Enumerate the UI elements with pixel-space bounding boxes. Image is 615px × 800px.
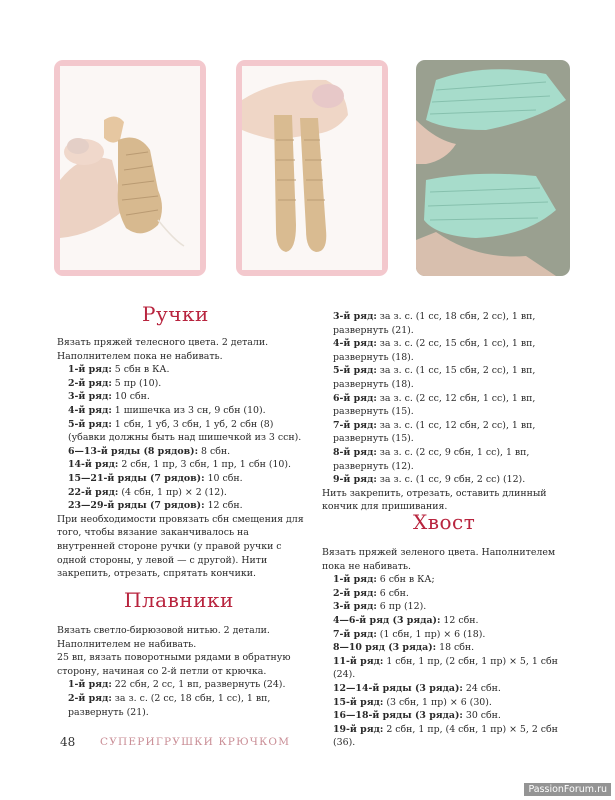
row-label: 14-й ряд: — [68, 459, 119, 471]
pattern-row — [322, 655, 574, 682]
row-text: за з. с. (2 сс, 15 сбн, 1 сс), 1 вп, развернуть (18). — [333, 338, 536, 363]
pattern-row — [57, 363, 304, 377]
pattern-row — [322, 310, 574, 337]
row-text: за з. с. (2 сс, 12 сбн, 1 сс), 1 вп, развернуть (15). — [333, 392, 536, 418]
rows-list — [322, 573, 574, 750]
right-column-2 — [322, 546, 574, 750]
row-text: 30 сбн. — [462, 710, 501, 722]
row-text: 1 сбн, 1 пр, (2 сбн, 1 пр) × 5, 1 сбн (24). — [333, 655, 558, 681]
row-label: 1-й ряд: — [333, 574, 377, 586]
pattern-row — [322, 419, 574, 446]
row-label: 22-й ряд: — [68, 486, 119, 498]
row-text: 12 сбн. — [440, 614, 479, 626]
pattern-row — [322, 600, 574, 614]
row-text: 6 пр (12). — [376, 601, 427, 613]
row-text: 5 пр (10). — [111, 377, 162, 389]
row-label: 6-й ряд: — [333, 392, 377, 404]
pattern-row — [322, 614, 574, 628]
row-text: 6 сбн. — [376, 587, 409, 599]
photo-fins-mint — [416, 60, 570, 276]
intro-text: Вязать пряжей зеленого цвета. Наполнителем пока не набивать. — [322, 547, 556, 572]
pattern-row — [322, 364, 574, 391]
pattern-row — [57, 404, 304, 418]
pattern-row — [57, 445, 304, 459]
page-number: 48 — [60, 735, 76, 749]
row-label: 23—29-й ряды (7 рядов): — [68, 500, 205, 512]
pattern-row — [322, 723, 574, 750]
pattern-row — [322, 628, 574, 642]
row-text: (1 сбн, 1 пр) × 6 (18). — [376, 628, 486, 640]
pattern-row — [322, 587, 574, 601]
pattern-row — [57, 678, 304, 692]
pattern-row — [322, 696, 574, 710]
magazine-title: СУПЕРИГРУШКИ КРЮЧКОМ — [100, 736, 291, 748]
pattern-row — [322, 682, 574, 696]
row-text: 10 сбн. — [111, 391, 150, 403]
row-label: 5-й ряд: — [68, 418, 112, 430]
row-text: 24 сбн. — [462, 682, 501, 694]
row-text: 6 сбн в КА; — [376, 574, 435, 586]
row-label: 15—21-й ряды (7 рядов): — [68, 472, 205, 484]
row-label: 9-й ряд: — [333, 474, 377, 486]
row-label: 2-й ряд: — [68, 377, 112, 389]
row-text: (3 сбн, 1 пр) × 6 (30). — [383, 696, 492, 708]
row-text: 1 сбн, 1 уб, 3 сбн, 1 уб, 2 сбн (8) (убавки должны быть над шишечкой из 3 ссн). — [68, 418, 302, 444]
row-label: 3-й ряд: — [333, 601, 377, 613]
pattern-row — [57, 458, 304, 472]
row-text: за з. с. (2 сс, 9 сбн, 1 сс), 1 вп, развернуть (12). — [333, 446, 530, 472]
row-label: 5-й ряд: — [333, 365, 377, 377]
row-text: за з. с. (1 сс, 12 сбн, 2 сс), 1 вп, развернуть (15). — [333, 419, 536, 445]
pattern-row — [57, 486, 304, 500]
outro-text: При необходимости провязать сбн смещения для того, чтобы вязание заканчивалось на внутренней стороне ручки (у правой ручки с одной стороны, у левой — с другой). Нити закрепить, отрезать, спрятать кончики. — [57, 513, 304, 580]
row-text: 10 сбн. — [204, 472, 243, 484]
row-text: за з. с. (1 сс, 18 сбн, 2 сс), 1 вп, развернуть (21). — [333, 311, 536, 336]
rows-list — [322, 310, 574, 487]
left-column — [57, 336, 304, 581]
pattern-row — [322, 573, 574, 587]
intro-text: Вязать светло-бирюзовой нитью. 2 детали. Наполнителем не набивать. — [57, 625, 270, 650]
pattern-row — [322, 337, 574, 364]
pattern-row — [322, 392, 574, 419]
pattern-row — [57, 472, 304, 486]
heading-ruchki: Ручки — [142, 302, 209, 326]
pattern-row — [57, 418, 304, 445]
row-label: 4—6-й ряд (3 ряда): — [333, 614, 441, 626]
row-label: 2-й ряд: — [68, 692, 112, 704]
row-label: 19-й ряд: — [333, 723, 384, 735]
right-column — [322, 310, 574, 514]
row-text: 2 сбн, 1 пр, 3 сбн, 1 пр, 1 сбн (10). — [118, 459, 292, 471]
row-text: 18 сбн. — [436, 642, 475, 654]
row-text: (4 сбн, 1 пр) × 2 (12). — [118, 486, 227, 498]
pattern-row — [57, 390, 304, 404]
heading-plavniki: Плавники — [124, 588, 234, 612]
watermark: PassionForum.ru — [524, 783, 611, 796]
pattern-row — [322, 641, 574, 655]
row-label: 6—13-й ряды (8 рядов): — [68, 445, 199, 457]
heading-khvost: Хвост — [413, 510, 476, 534]
row-text: за з. с. (1 сс, 9 сбн, 2 сс) (12). — [376, 474, 526, 486]
pattern-row — [322, 709, 574, 723]
para-text: 25 вп, вязать поворотными рядами в обратную сторону, начиная со 2-й петли от крючка. — [57, 652, 291, 677]
row-label: 8—10 ряд (3 ряда): — [333, 642, 437, 654]
row-text: 2 сбн, 1 пр, (4 сбн, 1 пр) × 5, 2 сбн (36). — [333, 723, 558, 749]
row-label: 3-й ряд: — [333, 311, 377, 322]
row-label: 15-й ряд: — [333, 696, 384, 708]
row-text: за з. с. (2 сс, 18 сбн, 1 сс), 1 вп, развернуть (21). — [68, 692, 271, 718]
row-label: 16—18-й ряды (3 ряда): — [333, 710, 463, 722]
row-label: 8-й ряд: — [333, 446, 377, 458]
row-label: 7-й ряд: — [333, 628, 377, 640]
left-column-2 — [57, 624, 304, 719]
outro-text: Нить закрепить, отрезать, оставить длинный кончик для пришивания. — [322, 487, 547, 513]
rows-list — [57, 678, 304, 719]
photo-legs-held — [236, 60, 388, 276]
row-text: 12 сбн. — [204, 500, 243, 512]
pattern-row — [322, 446, 574, 473]
rows-list — [57, 363, 304, 513]
pattern-row — [57, 692, 304, 719]
row-label: 1-й ряд: — [68, 364, 112, 376]
pattern-row — [322, 473, 574, 487]
row-text: за з. с. (1 сс, 15 сбн, 2 сс), 1 вп, развернуть (18). — [333, 365, 536, 390]
row-text: 22 сбн, 2 сс, 1 вп, развернуть (24). — [111, 679, 286, 691]
row-text: 5 сбн в КА. — [111, 364, 170, 376]
row-label: 1-й ряд: — [68, 679, 112, 691]
row-label: 11-й ряд: — [333, 655, 384, 667]
photo-arm-closeup — [54, 60, 206, 276]
row-label: 3-й ряд: — [68, 391, 112, 403]
pattern-row — [57, 499, 304, 513]
intro-text: Вязать пряжей телесного цвета. 2 детали. Наполнителем пока не набивать. — [57, 337, 269, 362]
row-label: 7-й ряд: — [333, 419, 377, 431]
row-label: 2-й ряд: — [333, 587, 377, 599]
row-label: 12—14-й ряды (3 ряда): — [333, 682, 463, 694]
row-text: 8 сбн. — [198, 445, 231, 457]
pattern-row — [57, 377, 304, 391]
row-label: 4-й ряд: — [333, 338, 377, 350]
row-text: 1 шишечка из 3 сн, 9 сбн (10). — [111, 404, 266, 416]
row-label: 4-й ряд: — [68, 404, 112, 416]
